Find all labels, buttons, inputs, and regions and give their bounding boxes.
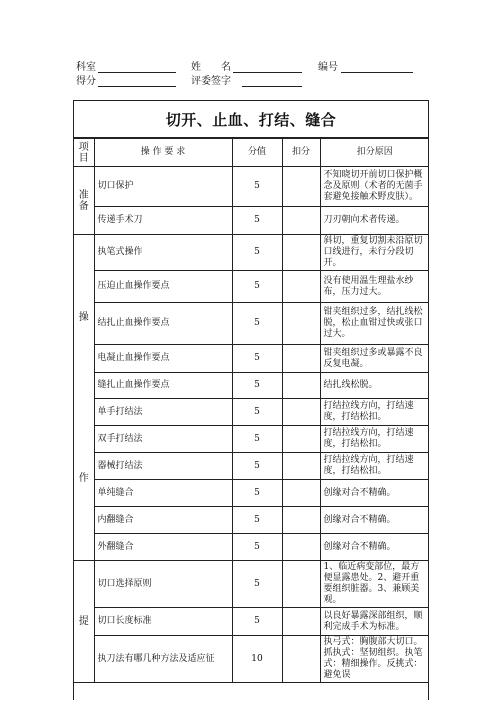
deduct-cell[interactable]	[282, 608, 320, 636]
table-row	[74, 235, 429, 271]
deduct-cell[interactable]	[282, 303, 320, 345]
requirement-cell: 器械打结法	[94, 453, 232, 480]
table-row	[74, 271, 429, 303]
table-row	[74, 303, 429, 345]
table-row	[74, 167, 429, 207]
requirement-cell: 执笔式操作	[94, 235, 232, 271]
reason-cell: 执弓式：胸腹部大切口。抓执式：坚韧组织。执笔式：精细操作。反挑式：避免误	[320, 636, 429, 683]
col-item: 项目	[74, 139, 94, 167]
requirement-cell: 电凝止血操作要点	[94, 345, 232, 373]
reason-cell: 创缘对合不精确。	[320, 507, 429, 534]
table-row	[74, 345, 429, 373]
reason-cell: 结扎线松脱。	[320, 373, 429, 399]
points-cell: 5	[232, 399, 282, 426]
category-operation-label-2: 作	[78, 472, 89, 484]
col-reason: 扣分原因	[320, 139, 429, 167]
signer-field-line	[242, 86, 302, 87]
table-header-row	[74, 139, 429, 167]
id-field-line	[341, 72, 413, 73]
reason-cell: 打结拉线方向，打结速度，打结松扣。	[320, 399, 429, 426]
score-label: 得分	[76, 76, 96, 87]
points-cell: 5	[232, 303, 282, 345]
points-cell: 5	[232, 271, 282, 303]
requirement-cell: 切口长度标准	[94, 608, 232, 636]
evaluation-form	[73, 100, 429, 700]
requirement-cell: 内翻缝合	[94, 507, 232, 534]
col-points: 分值	[232, 139, 282, 167]
deduct-cell[interactable]	[282, 207, 320, 235]
requirement-cell: 单纯缝合	[94, 480, 232, 507]
requirement-cell: 执刀法有哪几种方法及适应征	[94, 636, 232, 683]
points-cell: 5	[232, 345, 282, 373]
name-field-line	[233, 72, 302, 73]
dept-label: 科室	[76, 62, 96, 73]
requirement-cell: 缝扎止血操作要点	[94, 373, 232, 399]
deduct-cell[interactable]	[282, 534, 320, 561]
category-operation-label-1: 操	[78, 311, 89, 323]
category-prep	[74, 167, 94, 235]
points-cell: 5	[232, 534, 282, 561]
form-title: 切开、止血、打结、缝合	[74, 101, 428, 138]
reason-cell: 1、临近病变部位，最方便显露患处。2、避开重要组织脏器。3、兼顾美观。	[320, 561, 429, 608]
table-row	[74, 608, 429, 636]
points-cell: 5	[232, 207, 282, 235]
table-row	[74, 426, 429, 453]
reason-cell: 不知晓切开前切口保护概念及原则（术者的无菌手套避免接触术野皮肤）。	[320, 167, 429, 207]
col-requirement: 操 作 要 求	[94, 139, 232, 167]
reason-cell: 以良好暴露深部组织，顺利完成手术为标准。	[320, 608, 429, 636]
scoring-table	[74, 138, 429, 683]
reason-cell: 打结拉线方向，打结速度，打结松扣。	[320, 453, 429, 480]
deduct-cell[interactable]	[282, 636, 320, 683]
requirement-cell: 结扎止血操作要点	[94, 303, 232, 345]
deduct-cell[interactable]	[282, 271, 320, 303]
table-row	[74, 399, 429, 426]
category-hint	[74, 561, 94, 683]
table-row	[74, 507, 429, 534]
reason-cell: 钳夹组织过多或暴露不良反复电凝。	[320, 345, 429, 373]
deduct-cell[interactable]	[282, 345, 320, 373]
reason-cell: 创缘对合不精确。	[320, 534, 429, 561]
points-cell: 5	[232, 235, 282, 271]
requirement-cell: 压迫止血操作要点	[94, 271, 232, 303]
points-cell: 10	[232, 636, 282, 683]
table-row	[74, 453, 429, 480]
table-row	[74, 480, 429, 507]
table-row	[74, 207, 429, 235]
reason-cell: 打结拉线方向，打结速度，打结松扣。	[320, 426, 429, 453]
requirement-cell: 单手打结法	[94, 399, 232, 426]
deduct-cell[interactable]	[282, 399, 320, 426]
points-cell: 5	[232, 453, 282, 480]
table-row	[74, 534, 429, 561]
points-cell: 5	[232, 507, 282, 534]
reason-cell: 钳夹组织过多，结扎线松脱，松止血钳过快或张口过大。	[320, 303, 429, 345]
deduct-cell[interactable]	[282, 561, 320, 608]
reason-cell: 斜切，重复切割未沿原切口线进行，未行分段切开。	[320, 235, 429, 271]
score-field-line	[98, 86, 176, 87]
reason-cell: 没有使用温生理盐水纱布，压力过大。	[320, 271, 429, 303]
id-label: 编号	[318, 62, 338, 73]
requirement-cell: 切口选择原则	[94, 561, 232, 608]
deduct-cell[interactable]	[282, 453, 320, 480]
deduct-cell[interactable]	[282, 480, 320, 507]
requirement-cell: 外翻缝合	[94, 534, 232, 561]
signer-label: 评委签字	[191, 76, 231, 87]
category-operation	[74, 235, 94, 561]
deduct-cell[interactable]	[282, 235, 320, 271]
table-row	[74, 373, 429, 399]
deduct-cell[interactable]	[282, 507, 320, 534]
points-cell: 5	[232, 167, 282, 207]
points-cell: 5	[232, 561, 282, 608]
points-cell: 5	[232, 426, 282, 453]
requirement-cell: 传递手术刀	[94, 207, 232, 235]
dept-field-line	[98, 72, 176, 73]
category-prep-label: 准备	[78, 189, 89, 212]
points-cell: 5	[232, 608, 282, 636]
points-cell: 5	[232, 373, 282, 399]
table-row	[74, 561, 429, 608]
reason-cell: 刀刃朝向术者传递。	[320, 207, 429, 235]
col-deduct: 扣分	[282, 139, 320, 167]
category-hint-label: 提	[78, 616, 89, 627]
points-cell: 5	[232, 480, 282, 507]
deduct-cell[interactable]	[282, 426, 320, 453]
requirement-cell: 切口保护	[94, 167, 232, 207]
reason-cell: 创缘对合不精确。	[320, 480, 429, 507]
table-row	[74, 636, 429, 683]
requirement-cell: 双手打结法	[94, 426, 232, 453]
deduct-cell[interactable]	[282, 373, 320, 399]
name-label: 姓 名	[191, 62, 231, 73]
deduct-cell[interactable]	[282, 167, 320, 207]
